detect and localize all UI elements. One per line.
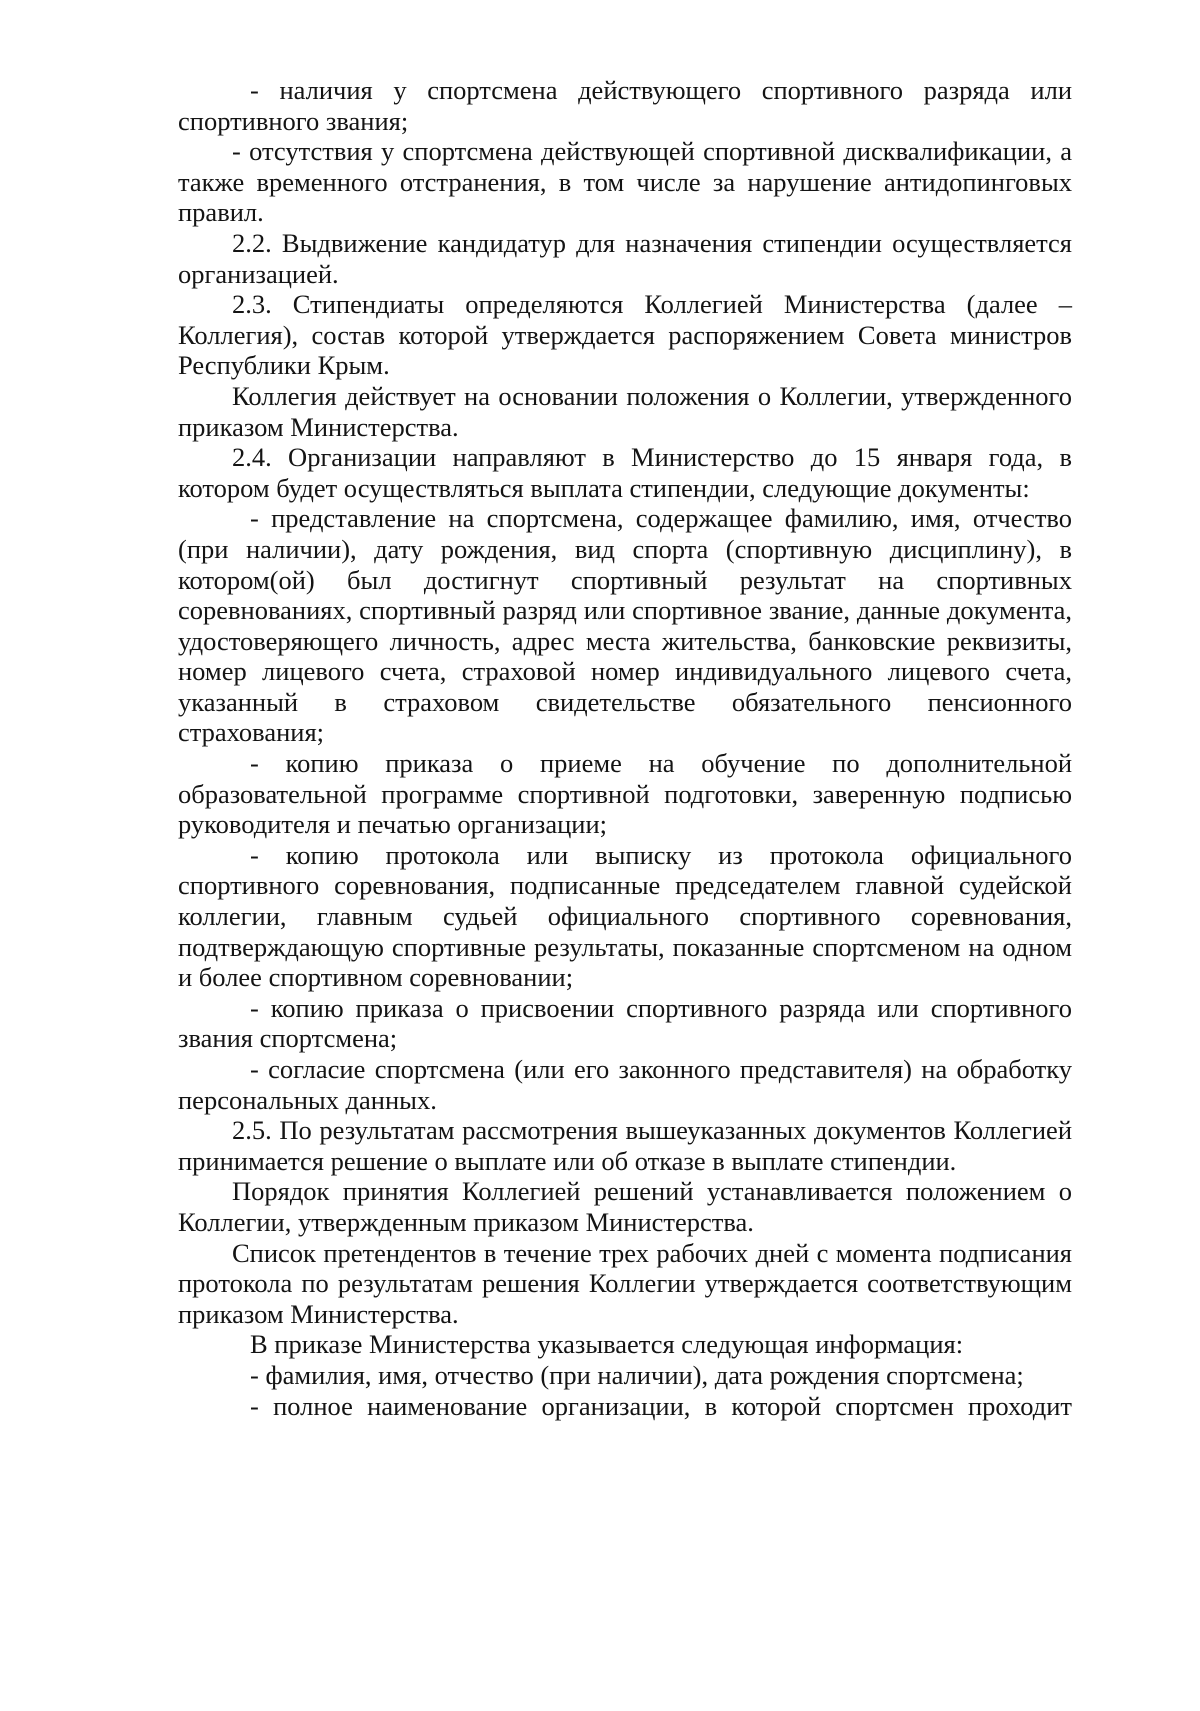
paragraph-rank-order-copy: - копию приказа о присвоении спортивного разряда или спортивного звания спортсмена; <box>178 992 1072 1054</box>
paragraph-athlete-submission: - представление на спортсмена, содержащее фамилию, имя, отчество (при наличии), дату рождения, вид спорта (спортивную дисциплину), в котором(ой) был достигнут спортивный результат на спортивных соревнованиях, спортивный разряд или спортивное звание, данные документа, удостоверяющего личность, адрес места жительства, банковские реквизиты, номер лицевого счета, страховой номер индивидуального лицевого счета, указанный в страховом свидетельстве обязательного пенсионного страхования; <box>178 503 1072 748</box>
paragraph-2-3: 2.3. Стипендиаты определяются Коллегией Министерства (далее – Коллегия), состав которой утверждается распоряжением Совета министров Республики Крым. <box>178 289 1072 381</box>
paragraph-sport-rank-condition: - наличия у спортсмена действующего спортивного разряда или спортивного звания; <box>178 75 1072 136</box>
paragraph-athlete-name: - фамилия, имя, отчество (при наличии), дата рождения спортсмена; <box>250 1359 1024 1390</box>
paragraph-protocol-copy: - копию протокола или выписку из протокола официального спортивного соревнования, подписанные председателем главной судейской коллегии, главным судьей официального спортивного соревнования, подтверждающую спортивные результаты, показанные спортсменом на одном и более спортивном соревновании; <box>178 839 1072 993</box>
paragraph-2-4: 2.4. Организации направляют в Министерство до 15 января года, в котором будет осуществляться выплата стипендии, следующие документы: <box>178 442 1072 503</box>
paragraph-disqualification-condition: - отсутствия у спортсмена действующей спортивной дисквалификации, а также временного отстранения, в том числе за нарушение антидопинговых правил. <box>178 136 1072 228</box>
paragraph-organization-name: - полное наименование организации, в которой спортсмен проходит <box>250 1390 1072 1421</box>
paragraph-2-2: 2.2. Выдвижение кандидатур для назначения стипендии осуществляется организацией. <box>178 227 1072 289</box>
paragraph-order-info: В приказе Министерства указывается следующая информация: <box>250 1329 964 1360</box>
paragraph-candidates-list: Список претендентов в течение трех рабочих дней с момента подписания протокола по результатам решения Коллегии утверждается соответствующим приказом Министерства. <box>178 1237 1072 1329</box>
paragraph-personal-data-consent: - согласие спортсмена (или его законного представителя) на обработку персональных данных. <box>178 1054 1072 1115</box>
paragraph-collegium-basis: Коллегия действует на основании положения о Коллегии, утвержденного приказом Министерства. <box>178 380 1072 442</box>
paragraph-decision-procedure: Порядок принятия Коллегией решений устанавливается положением о Коллегии, утвержденным приказом Министерства. <box>178 1176 1072 1237</box>
paragraph-admission-order-copy: - копию приказа о приеме на обучение по дополнительной образовательной программе спортивной подготовки, заверенную подписью руководителя и печатью организации; <box>178 748 1072 840</box>
paragraph-2-5: 2.5. По результатам рассмотрения вышеуказанных документов Коллегией принимается решение о выплате или об отказе в выплате стипендии. <box>178 1115 1072 1176</box>
